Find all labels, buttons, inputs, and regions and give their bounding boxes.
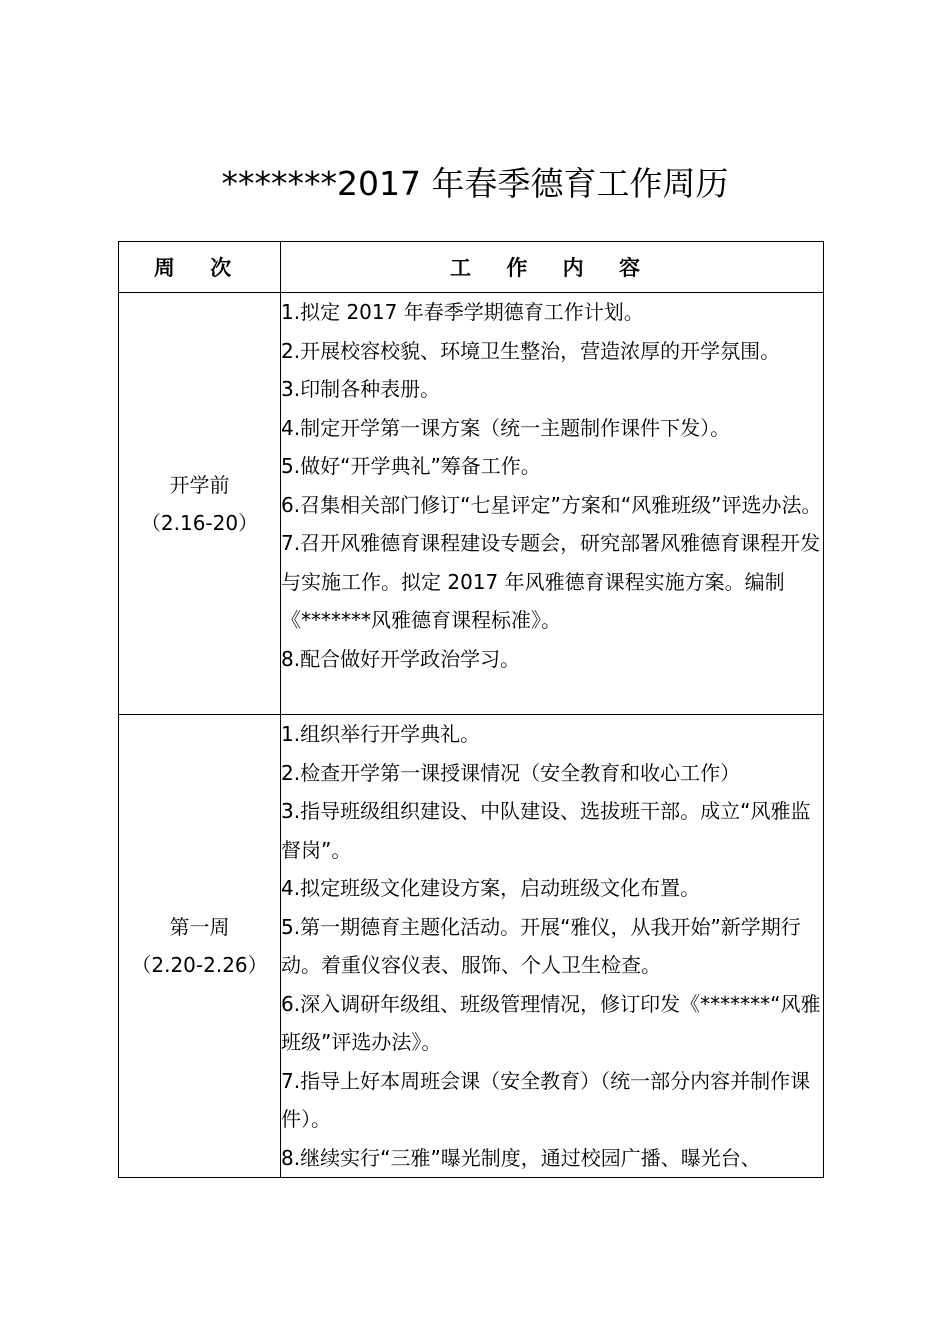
week-label: 开学前 [169,472,230,497]
week-cell [119,293,281,715]
week-cell [119,715,281,1178]
work-item: 2.检查开学第一课授课情况（安全教育和收心工作） [281,760,741,785]
document-title: *******2017 年春季德育工作周历 [221,164,729,203]
work-item: 4.拟定班级文化建设方案，启动班级文化布置。 [281,876,701,900]
work-item: 7.召开风雅德育课程建设专题会，研究部署风雅德育课程开发与实施工作。拟定 2017 年风雅德育课程实施方案。编制《*******风雅德育课程标准》。 [281,531,821,632]
work-item: 4.制定开学第一课方案（统一主题制作课件下发）。 [281,415,731,440]
work-item: 5.第一期德育主题化活动。开展“雅仪，从我开始”新学期行动。着重仪容仪表、服饰、个人卫生检查。 [281,914,801,977]
work-item: 8.继续实行“三雅”曝光制度，通过校园广播、曝光台、 [281,1145,761,1170]
week-dates: （2.16-20） [140,510,259,535]
content-cell [281,715,824,1178]
work-item: 3.印制各种表册。 [281,377,441,401]
work-item: 6.深入调研年级组、班级管理情况，修订印发《*******“风雅班级”评选办法》。 [281,991,821,1054]
work-item: 6.召集相关部门修订“七星评定”方案和“风雅班级”评选办法。 [281,492,822,517]
work-item: 1.拟定 2017 年春季学期德育工作计划。 [281,300,644,324]
table-row [119,715,824,1178]
table-header-row [119,242,824,293]
work-item: 1.组织举行开学典礼。 [281,722,481,746]
work-item: 8.配合做好开学政治学习。 [281,646,521,671]
table-row [119,293,824,715]
work-item: 7.指导上好本周班会课（安全教育）（统一部分内容并制作课件）。 [281,1068,811,1131]
weekly-schedule-table [118,241,824,1178]
week-dates: （2.20-2.26） [131,953,268,977]
work-item: 5.做好“开学典礼”筹备工作。 [281,454,541,478]
header-week: 周 次 [119,242,281,293]
week-label: 第一周 [169,915,230,939]
work-item: 3.指导班级组织建设、中队建设、选拔班干部。成立“风雅监督岗”。 [281,799,811,862]
header-content: 工 作 内 容 [281,242,824,293]
content-cell [281,293,824,715]
work-item: 2.开展校容校貌、环境卫生整治，营造浓厚的开学氛围。 [281,338,781,363]
